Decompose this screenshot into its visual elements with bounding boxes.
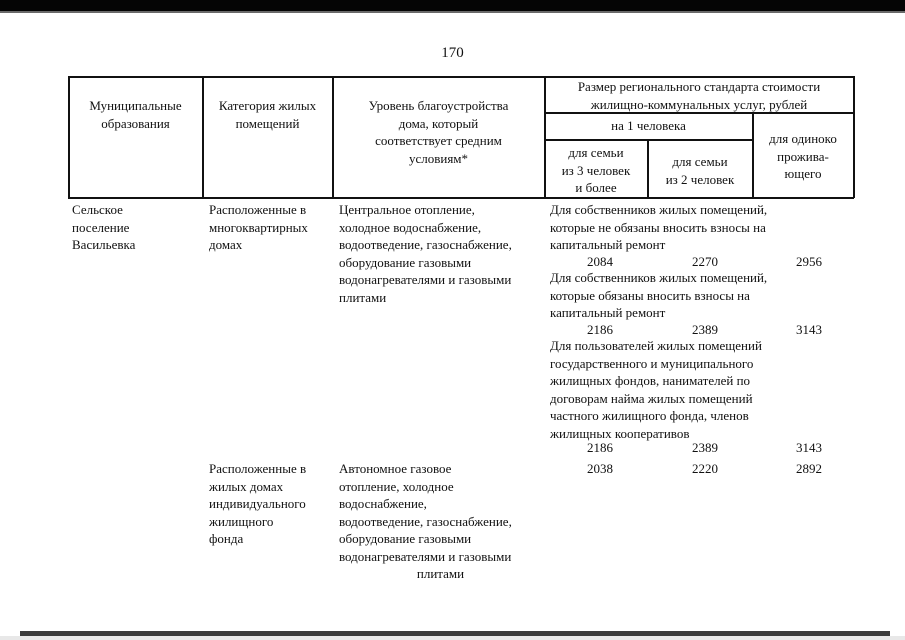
row2-category: Расположенные в жилых домах индивидуального жилищного фонда <box>209 461 307 546</box>
table-header-bottom-rule <box>68 197 854 199</box>
municipality-cell: Сельское поселение Васильевка <box>72 202 136 252</box>
header-standard-size: Размер регионального стандарта стоимости жилищно-коммунальных услуг, рублей <box>577 79 821 112</box>
col-divider-1 <box>202 76 204 198</box>
row1-group2-family2: 2389 <box>692 322 718 337</box>
row1-group2-single: 3143 <box>796 322 822 337</box>
header-family3: для семьи из 3 человек и более <box>561 145 631 195</box>
header-municipal: Муниципальные образования <box>89 98 182 131</box>
row1-group2-label: Для собственников жилых помещений, которые обязаны вносить взносы на капитальный ремонт <box>550 270 768 320</box>
row1-group1-family3: 2084 <box>587 254 613 269</box>
header-category: Категория жилых помещений <box>218 98 317 131</box>
scan-border-bottom-fade <box>0 636 905 640</box>
row2-level: Автономное газовое отопление, холодное водоснабжение, водоотведение, газоснабжение, оборудование газовыми водонагревателями и газовыми плитами <box>339 461 512 581</box>
row1-level: Центральное отопление, холодное водоснабжение, водоотведение, газоснабжение, оборудование газовыми водонагревателями и газовыми плитами <box>339 202 512 305</box>
row2-family3: 2038 <box>587 461 613 476</box>
page-number: 170 <box>441 45 464 61</box>
row1-group3-single: 3143 <box>796 440 822 455</box>
header-per-person: на 1 человека <box>611 118 686 133</box>
row2-single: 2892 <box>796 461 822 476</box>
row1-group1-family2: 2270 <box>692 254 718 269</box>
row1-category: Расположенные в многоквартирных домах <box>209 202 308 252</box>
row1-group1-single: 2956 <box>796 254 822 269</box>
scan-border-top <box>0 0 905 11</box>
row1-group3-family2: 2389 <box>692 440 718 455</box>
row1-group3-family3: 2186 <box>587 440 613 455</box>
table-right-rule <box>853 76 855 198</box>
header-family2: для семьи из 2 человек <box>665 154 735 187</box>
header-single: для одиноко прожива- ющего <box>769 131 837 181</box>
row2-family2: 2220 <box>692 461 718 476</box>
scan-border-top-edge <box>0 11 905 13</box>
row1-group2-family3: 2186 <box>587 322 613 337</box>
header-level: Уровень благоустройства дома, который соответствует средним условиям* <box>368 98 509 166</box>
row1-group3-label: Для пользователей жилых помещений государственного и муниципального жилищных фондов, нанимателей по договорам найма жилых помещений частного жилищного фонда, членов жилищных кооперативов <box>550 338 762 441</box>
row1-group1-label: Для собственников жилых помещений, которые не обязаны вносить взносы на капитальный ремонт <box>550 202 768 252</box>
table-left-rule <box>68 76 70 198</box>
